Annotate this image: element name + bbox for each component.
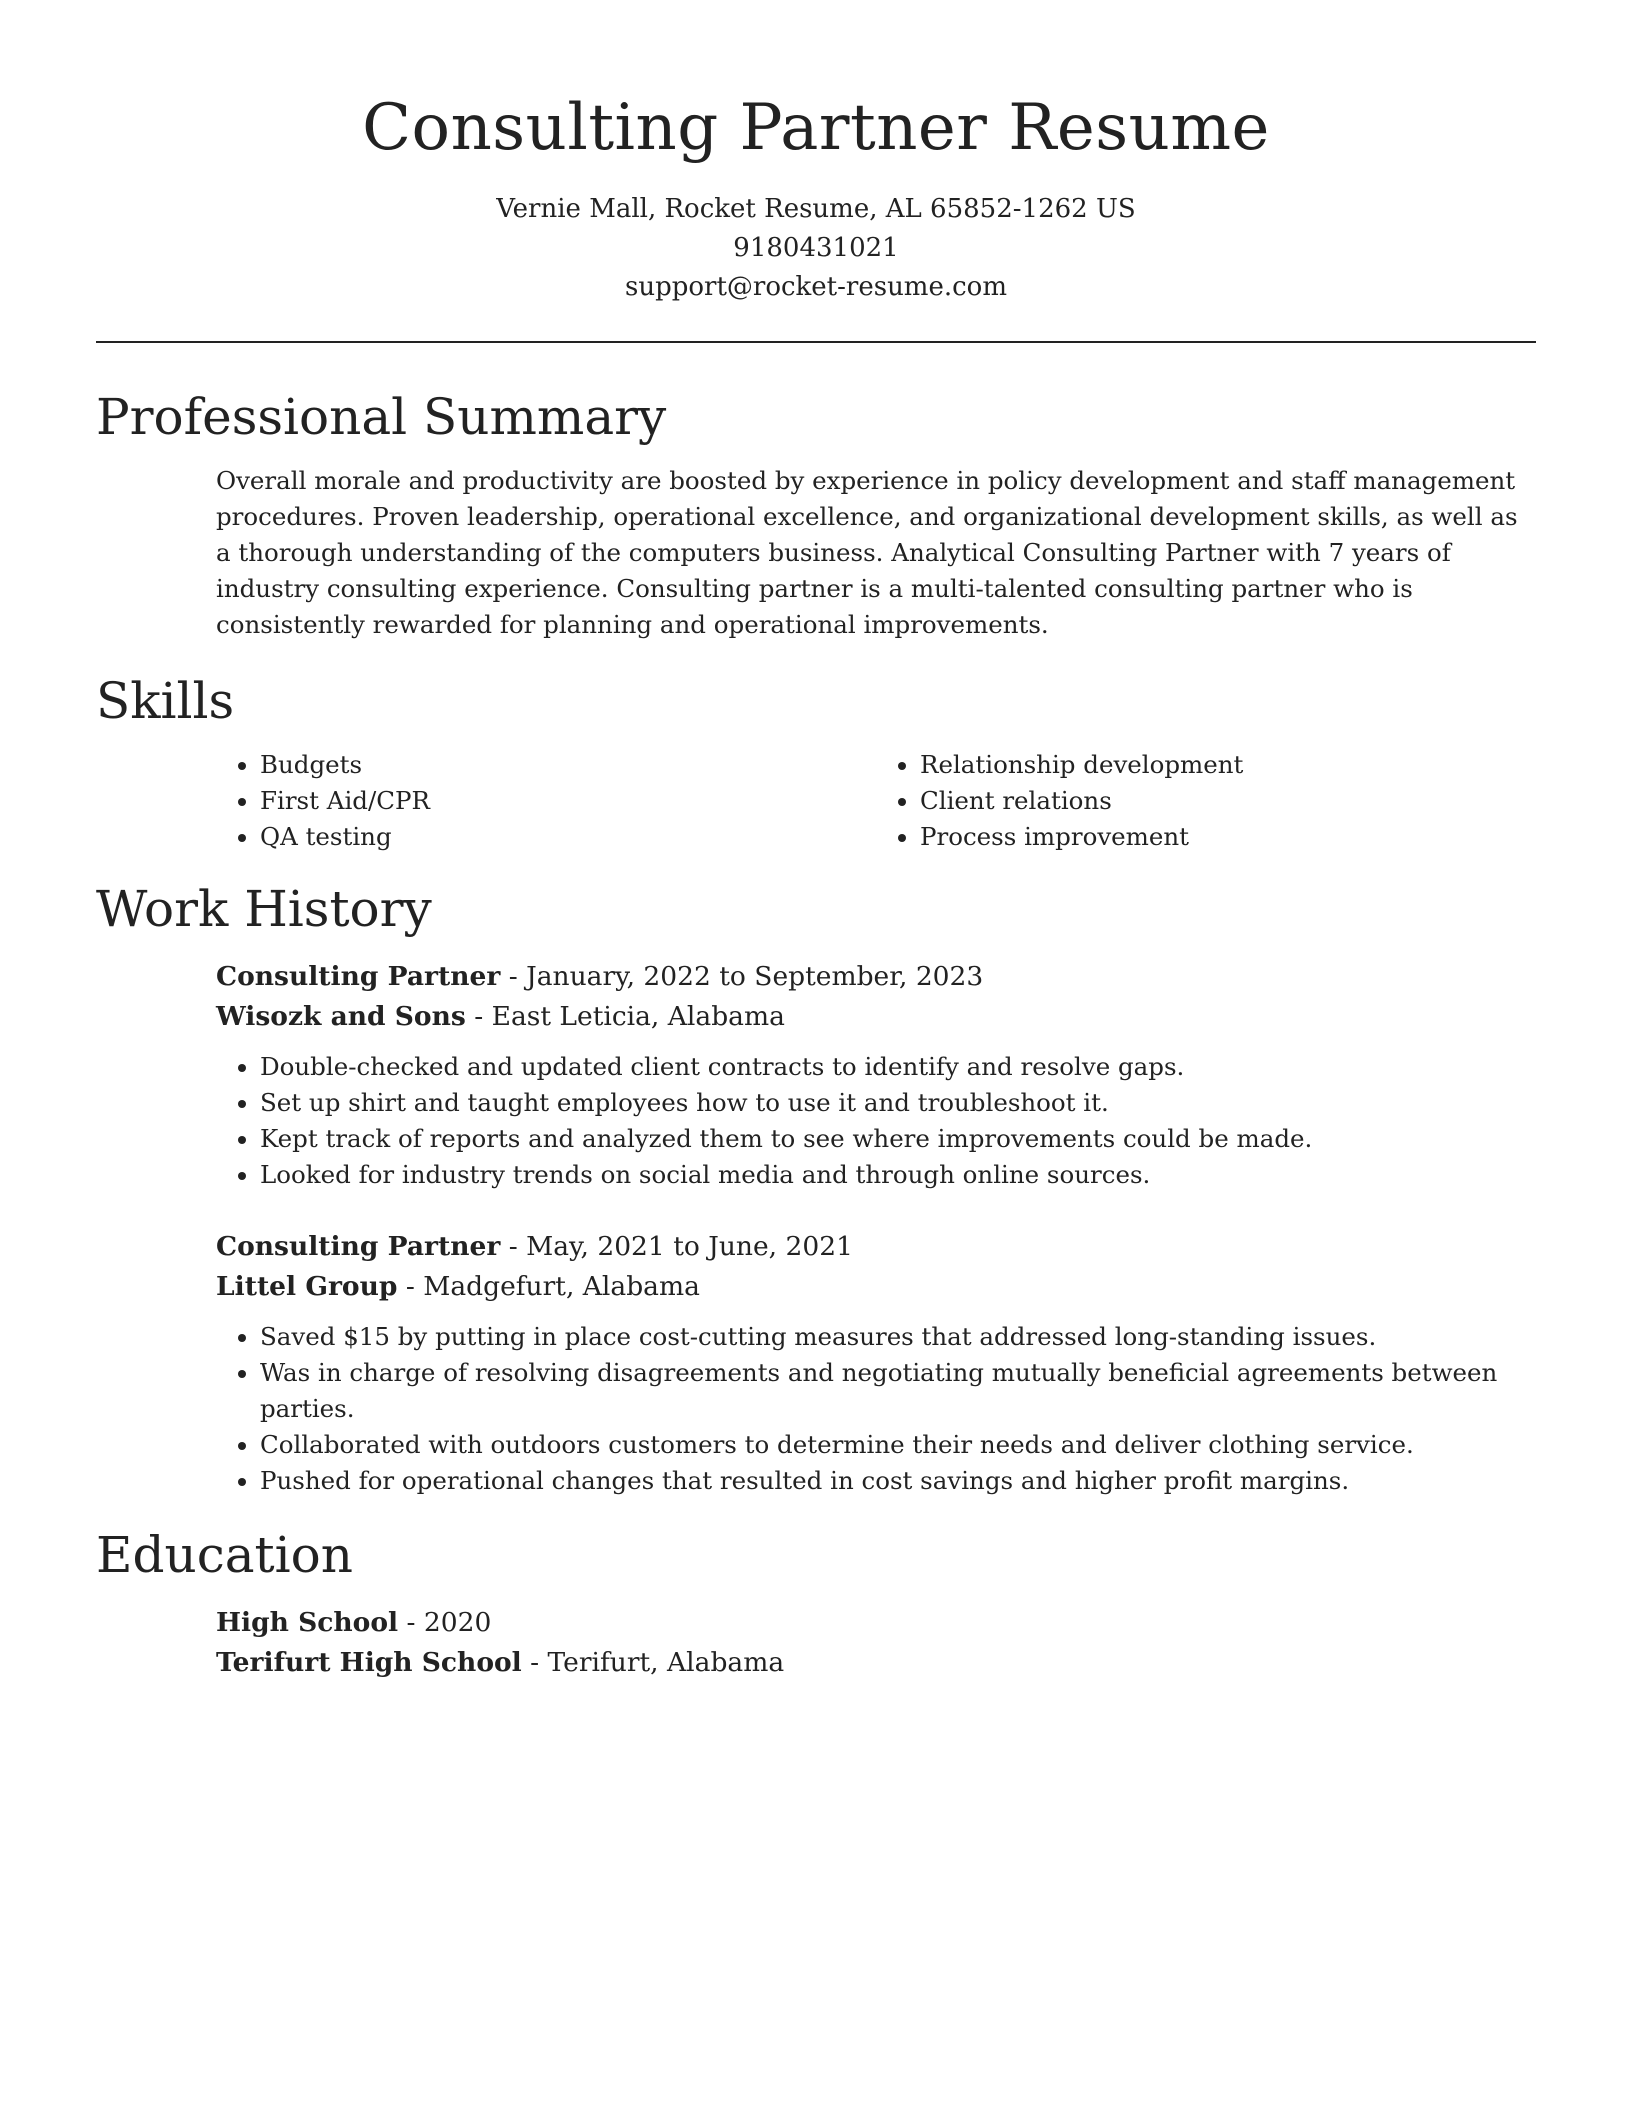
job-company-line [216,1267,1536,1307]
duty-item: • Was in charge of resolving disagreements and negotiating mutually beneficial agreements between parties. [260,1355,1536,1427]
duty-item: • Set up shirt and taught employees how to use it and troubleshoot it. [260,1085,1536,1121]
email: support@rocket-resume.com [624,272,1007,302]
job-duties [216,1049,1536,1193]
duty-item: • Looked for industry trends on social media and through online sources. [260,1157,1536,1193]
resume-header [96,0,1536,307]
job-company-line [216,997,1536,1037]
education-heading: Education [96,1526,353,1584]
skill-item: • First Aid/CPR [260,783,876,819]
job-location: - Madgefurt, Alabama [397,1271,700,1302]
education-school: Terifurt High School [216,1647,522,1678]
job-duties [216,1319,1536,1499]
skills-column-left [216,747,876,855]
job-title-line [216,1227,1536,1267]
duty-item: • Saved $15 by putting in place cost-cutting measures that addressed long-standing issues. [260,1319,1536,1355]
skill-item: • Relationship development [920,747,1536,783]
duty-item: • Double-checked and updated client contracts to identify and resolve gaps. [260,1049,1536,1085]
contact-info [96,190,1536,307]
education-location: - Terifurt, Alabama [521,1647,785,1678]
resume-title: Consulting Partner Resume [362,91,1270,165]
job-title-line [216,957,1536,997]
skills-section [96,669,1536,855]
phone: 9180431021 [733,233,899,263]
job-location: - East Leticia, Alabama [465,1001,785,1032]
work-history-section [96,877,1536,1499]
skill-item: • Budgets [260,747,876,783]
summary-heading: Professional Summary [96,388,667,446]
education-entry [216,1603,1536,1683]
duty-item: • Collaborated with outdoors customers to determine their needs and deliver clothing service. [260,1427,1536,1463]
skill-item: • Client relations [920,783,1536,819]
summary-section [96,385,1536,643]
duty-item: • Kept track of reports and analyzed them to see where improvements could be made. [260,1121,1536,1157]
address: Vernie Mall, Rocket Resume, AL 65852-1262 US [496,194,1136,224]
work-history-heading: Work History [96,880,432,938]
skills-column-right [876,747,1536,855]
summary-text: Overall morale and productivity are boosted by experience in policy development and staff management procedures. Proven leadership, operational excellence, and organizational development skills, as well as a thorough understanding of the computers business. Analytical Consulting Partner with 7 years of industry consulting experience. Consulting partner is a multi-talented consulting partner who is consistently rewarded for planning and operational improvements. [216,466,1518,639]
skills-grid [216,747,1536,855]
education-year: - 2020 [398,1607,492,1638]
skills-heading: Skills [96,672,235,730]
job-role: Consulting Partner [216,1231,501,1262]
job-entry [216,957,1536,1193]
header-divider [96,341,1536,343]
education-degree: High School [216,1607,399,1638]
job-entry [216,1227,1536,1499]
duty-item: • Pushed for operational changes that resulted in cost savings and higher profit margins. [260,1463,1536,1499]
job-role: Consulting Partner [216,961,501,992]
job-dates: - January, 2022 to September, 2023 [500,961,984,992]
education-school-line [216,1643,1536,1683]
skill-item: • QA testing [260,819,876,855]
job-company: Wisozk and Sons [216,1001,466,1032]
job-dates: - May, 2021 to June, 2021 [500,1231,853,1262]
education-section [96,1523,1536,1683]
skill-item: • Process improvement [920,819,1536,855]
education-degree-line [216,1603,1536,1643]
job-company: Littel Group [216,1271,398,1302]
